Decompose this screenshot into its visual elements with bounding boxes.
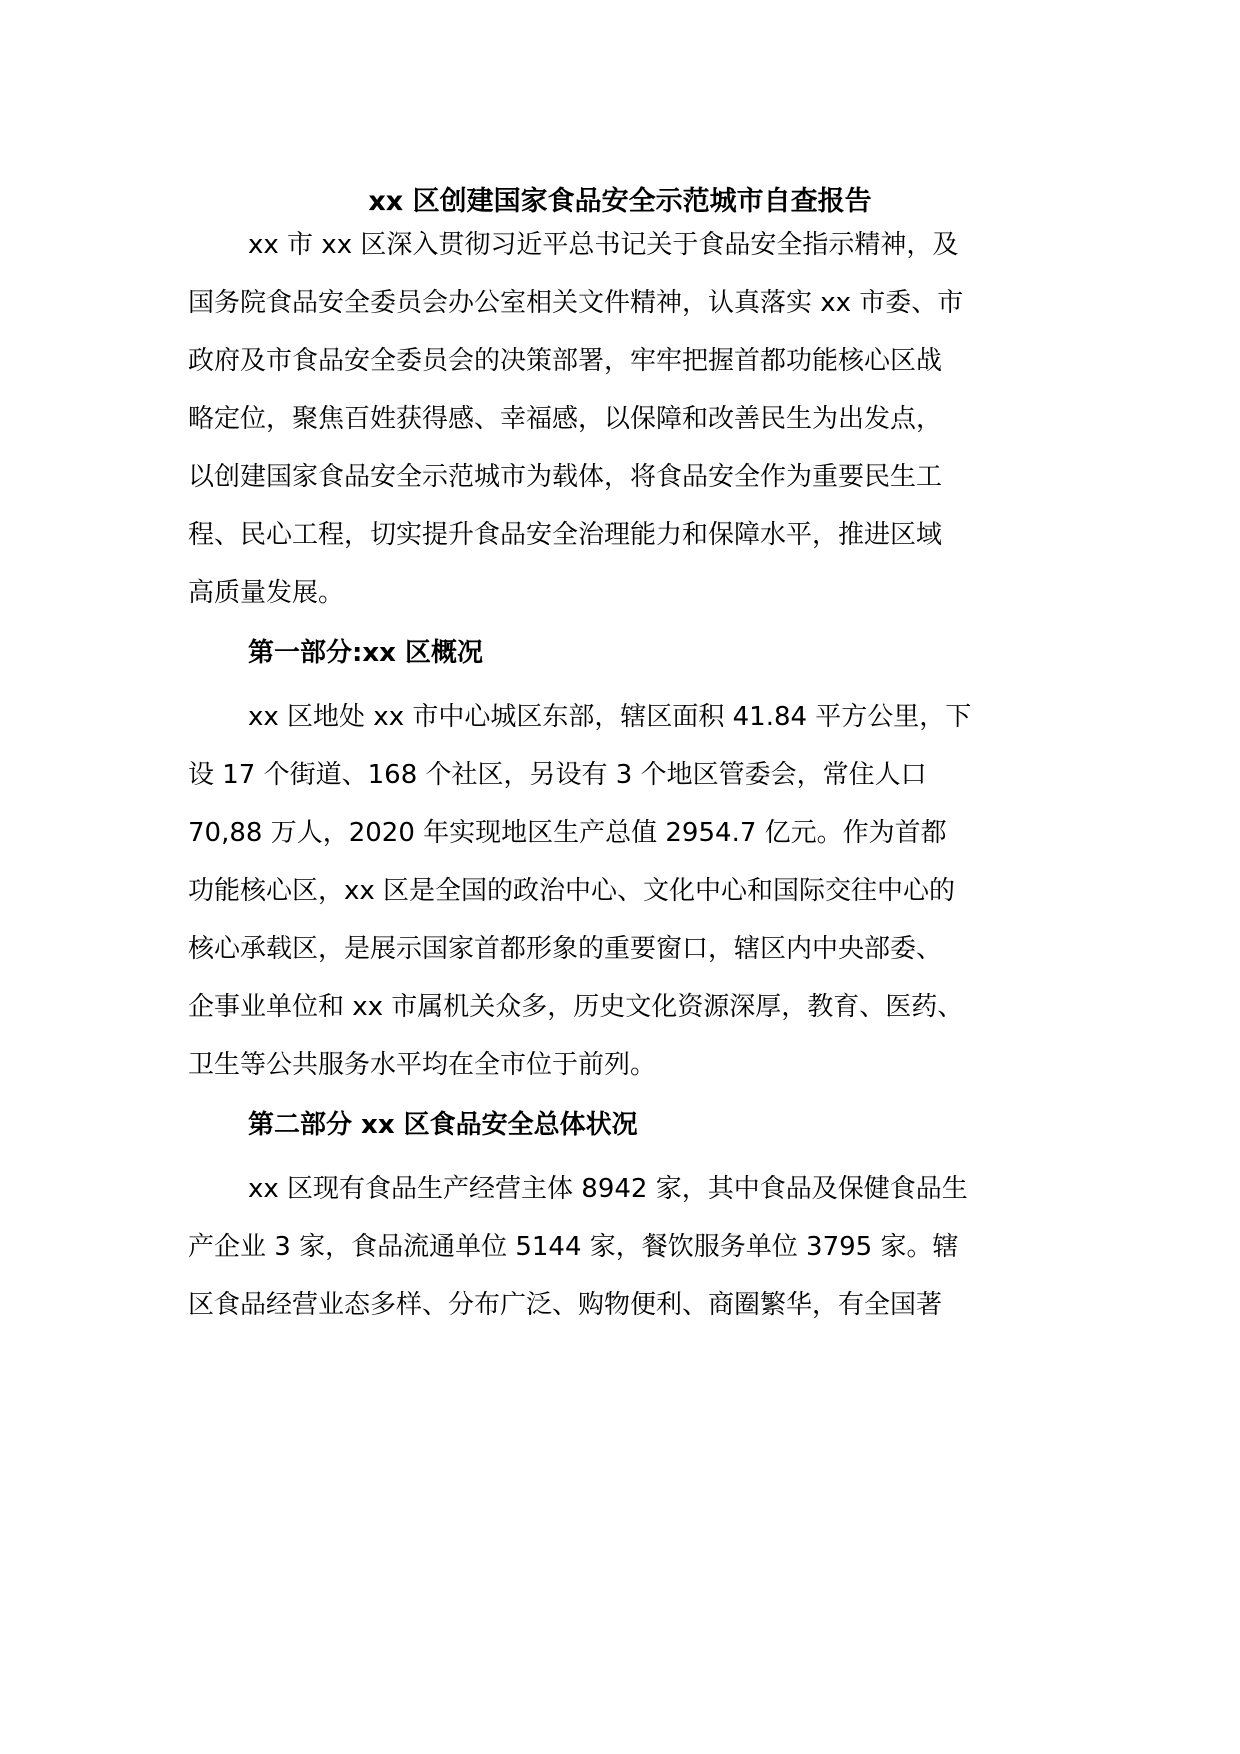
section-1-line-5: 核心承载区，是展示国家首都形象的重要窗口，辖区内中央部委、	[188, 934, 943, 964]
document-title: xx 区创建国家食品安全示范城市自查报告	[368, 186, 872, 217]
section-2-line-3: 区食品经营业态多样、分布广泛、购物便利、商圈繁华，有全国著	[188, 1290, 943, 1320]
intro-line-5: 以创建国家食品安全示范城市为载体，将食品安全作为重要民生工	[188, 462, 943, 492]
section-2-heading: 第二部分 xx 区食品安全总体状况	[248, 1110, 638, 1140]
section-1-line-6: 企事业单位和 xx 市属机关众多，历史文化资源深厚，教育、医药、	[188, 992, 964, 1022]
intro-line-3: 政府及市食品安全委员会的决策部署，牢牢把握首都功能核心区战	[188, 346, 943, 376]
section-2-line-1: xx 区现有食品生产经营主体 8942 家，其中食品及保健食品生	[248, 1174, 968, 1204]
intro-line-2: 国务院食品安全委员会办公室相关文件精神，认真落实 xx 市委、市	[188, 288, 964, 318]
section-1-heading: 第一部分:xx 区概况	[248, 638, 483, 668]
section-1-line-1: xx 区地处 xx 市中心城区东部，辖区面积 41.84 平方公里，下	[248, 702, 972, 732]
section-2-line-2: 产企业 3 家，食品流通单位 5144 家，餐饮服务单位 3795 家。辖	[188, 1232, 959, 1262]
section-1-line-3: 70,88 万人，2020 年实现地区生产总值 2954.7 亿元。作为首都	[188, 818, 947, 848]
section-1-line-2: 设 17 个街道、168 个社区，另设有 3 个地区管委会，常住人口	[188, 760, 927, 790]
intro-line-7: 高质量发展。	[188, 578, 345, 608]
intro-line-6: 程、民心工程，切实提升食品安全治理能力和保障水平，推进区域	[188, 520, 943, 550]
intro-line-1: xx 市 xx 区深入贯彻习近平总书记关于食品安全指示精神，及	[248, 230, 959, 260]
section-1-line-7: 卫生等公共服务水平均在全市位于前列。	[188, 1050, 657, 1080]
section-1-line-4: 功能核心区，xx 区是全国的政治中心、文化中心和国际交往中心的	[188, 876, 956, 906]
intro-line-4: 略定位，聚焦百姓获得感、幸福感，以保障和改善民生为出发点，	[188, 404, 943, 434]
